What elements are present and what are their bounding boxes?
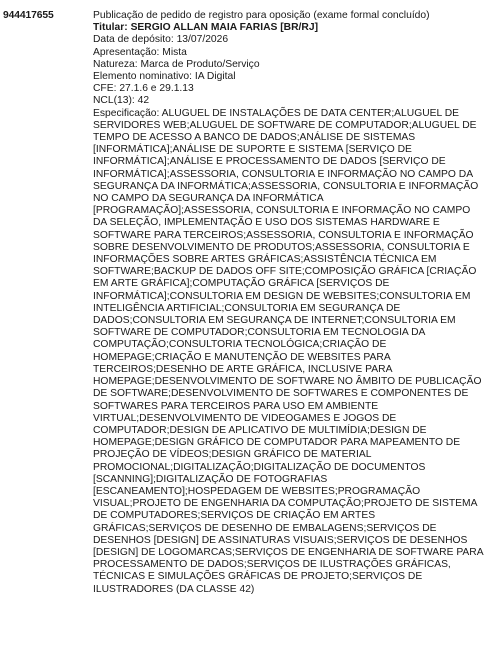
process-number: 944417655: [3, 10, 54, 21]
service-specification: Especificação: ALUGUEL DE INSTALAÇÕES DE DATA CENTER;ALUGUEL DE SERVIDORES WEB;ALUGUEL DE SOFTWARE DE COMPUTADOR;ALUGUEL DE TEMPO DE ACESSO A BANCO DE DADOS;ANÁLISE DE SISTEMAS [INFORMÁTICA];ANÁLISE DE SUPORTE E SISTEMA [SERVIÇO DE INFORMÁTICA];ANÁLISE E PROCESSAMENTO DE DADOS [SERVIÇO DE INFORMÁTICA];ASSESSORIA, CONSULTORIA E INFORMAÇÃO NO CAMPO DA SEGURANÇA DA INFORMÁTICA;ASSESSORIA, CONSULTORIA E INFORMAÇÃO NO CAMPO DA SEGURANÇA DA INFORMÁTICA [PROGRAMAÇÃO];ASSESSORIA, CONSULTORIA E INFORMAÇÃO NO CAMPO DA SELEÇÃO, IMPLEMENTAÇÃO E USO DOS SISTEMAS HARDWARE E SOFTWARE PARA TERCEIROS;ASSESSORIA, CONSULTORIA E INFORMAÇÃO SOBRE DESENVOLVIMENTO DE PRODUTOS;ASSESSORIA, CONSULTORIA E INFORMAÇÕES SOBRE ARTES GRÁFICAS;ASSISTÊNCIA TÉCNICA EM SOFTWARE;BACKUP DE DADOS OFF SITE;COMPOSIÇÃO GRÁFICA [CRIAÇÃO EM ARTE GRÁFICA];COMPUTAÇÃO GRÁFICA [SERVIÇOS DE INFORMÁTICA];CONSULTORIA EM DESIGN DE WEBSITES;CONSULTORIA EM INTELIGÊNCIA ARTIFICIAL;CONSULTORIA EM SEGURANÇA DE DADOS;CONSULTORIA EM SEGURANÇA DE INTERNET;CONSULTORIA EM SOFTWARE DE COMPUTADOR;CONSULTORIA EM TECNOLOGIA DA COMPUTAÇÃO;CONSULTORIA TECNOLÓGICA;CRIAÇÃO DE HOMEPAGE;CRIAÇÃO E MANUTENÇÃO DE WEBSITES PARA TERCEIROS;DESENHO DE ARTE GRÁFICA, INCLUSIVE PARA HOMEPAGE;DESENVOLVIMENTO DE SOFTWARE NO ÂMBITO DE PUBLICAÇÃO DE SOFTWARE;DESENVOLVIMENTO DE SOFTWARES E COMPONENTES DE SOFTWARES PARA TERCEIROS PARA USO EM AMBIENTE VIRTUAL;DESENVOLVIMENTO DE VIDEOGAMES E JOGOS DE COMPUTADOR;DESIGN DE APLICATIVO DE MULTIMÍDIA;DESIGN DE HOMEPAGE;DESIGN GRÁFICO DE COMPUTADOR PARA MAPEAMENTO DE PROJEÇÃO DE VÍDEOS;DESIGN GRÁFICO DE MATERIAL PROMOCIONAL;DIGITALIZAÇÃO;DIGITALIZAÇÃO DE DOCUMENTOS [SCANNING];DIGITALIZAÇÃO DE FOTOGRAFIAS [ESCANEAMENTO];HOSPEDAGEM DE WEBSITES;PROGRAMAÇÃO VISUAL;PROJETO DE ENGENHARIA DA COMPUTAÇÃO;PROJETO DE SISTEMA DE COMPUTADORES;SERVIÇOS DE CRIAÇÃO EM ARTES GRÁFICAS;SERVIÇOS DE DESENHO DE EMBALAGENS;SERVIÇOS DE DESENHOS [DESIGN] DE ASSINATURAS VISUAIS;SERVIÇOS DE DESENHOS [DESIGN] DE LOGOMARCAS;SERVIÇOS DE ENGENHARIA DE SOFTWARE PARA PROCESSAMENTO DE DADOS;SERVIÇOS DE ILUSTRAÇÕES GRÁFICAS, TÉCNICAS E SIMULAÇÕES GRÁFICAS DE PROJETO;SERVIÇOS DE ILUSTRADORES (DA CLASSE 42): [93, 107, 484, 595]
mark-nature: Natureza: Marca de Produto/Serviço: [93, 58, 260, 70]
titular-line: Titular: SERGIO ALLAN MAIA FARIAS [BR/RJ]: [93, 22, 319, 34]
presentation-type: Apresentação: Mista: [93, 46, 187, 58]
nominative-element: Elemento nominativo: IA Digital: [93, 71, 236, 83]
ncl-classification: NCL(13): 42: [93, 95, 150, 107]
cfe-classification: CFE: 27.1.6 e 29.1.13: [93, 83, 194, 95]
deposit-date: Data de depósito: 13/07/2026: [93, 34, 229, 46]
dispatch-description: Publicação de pedido de registro para oposição (exame formal concluído): [93, 10, 430, 21]
record-details: [93, 10, 485, 596]
